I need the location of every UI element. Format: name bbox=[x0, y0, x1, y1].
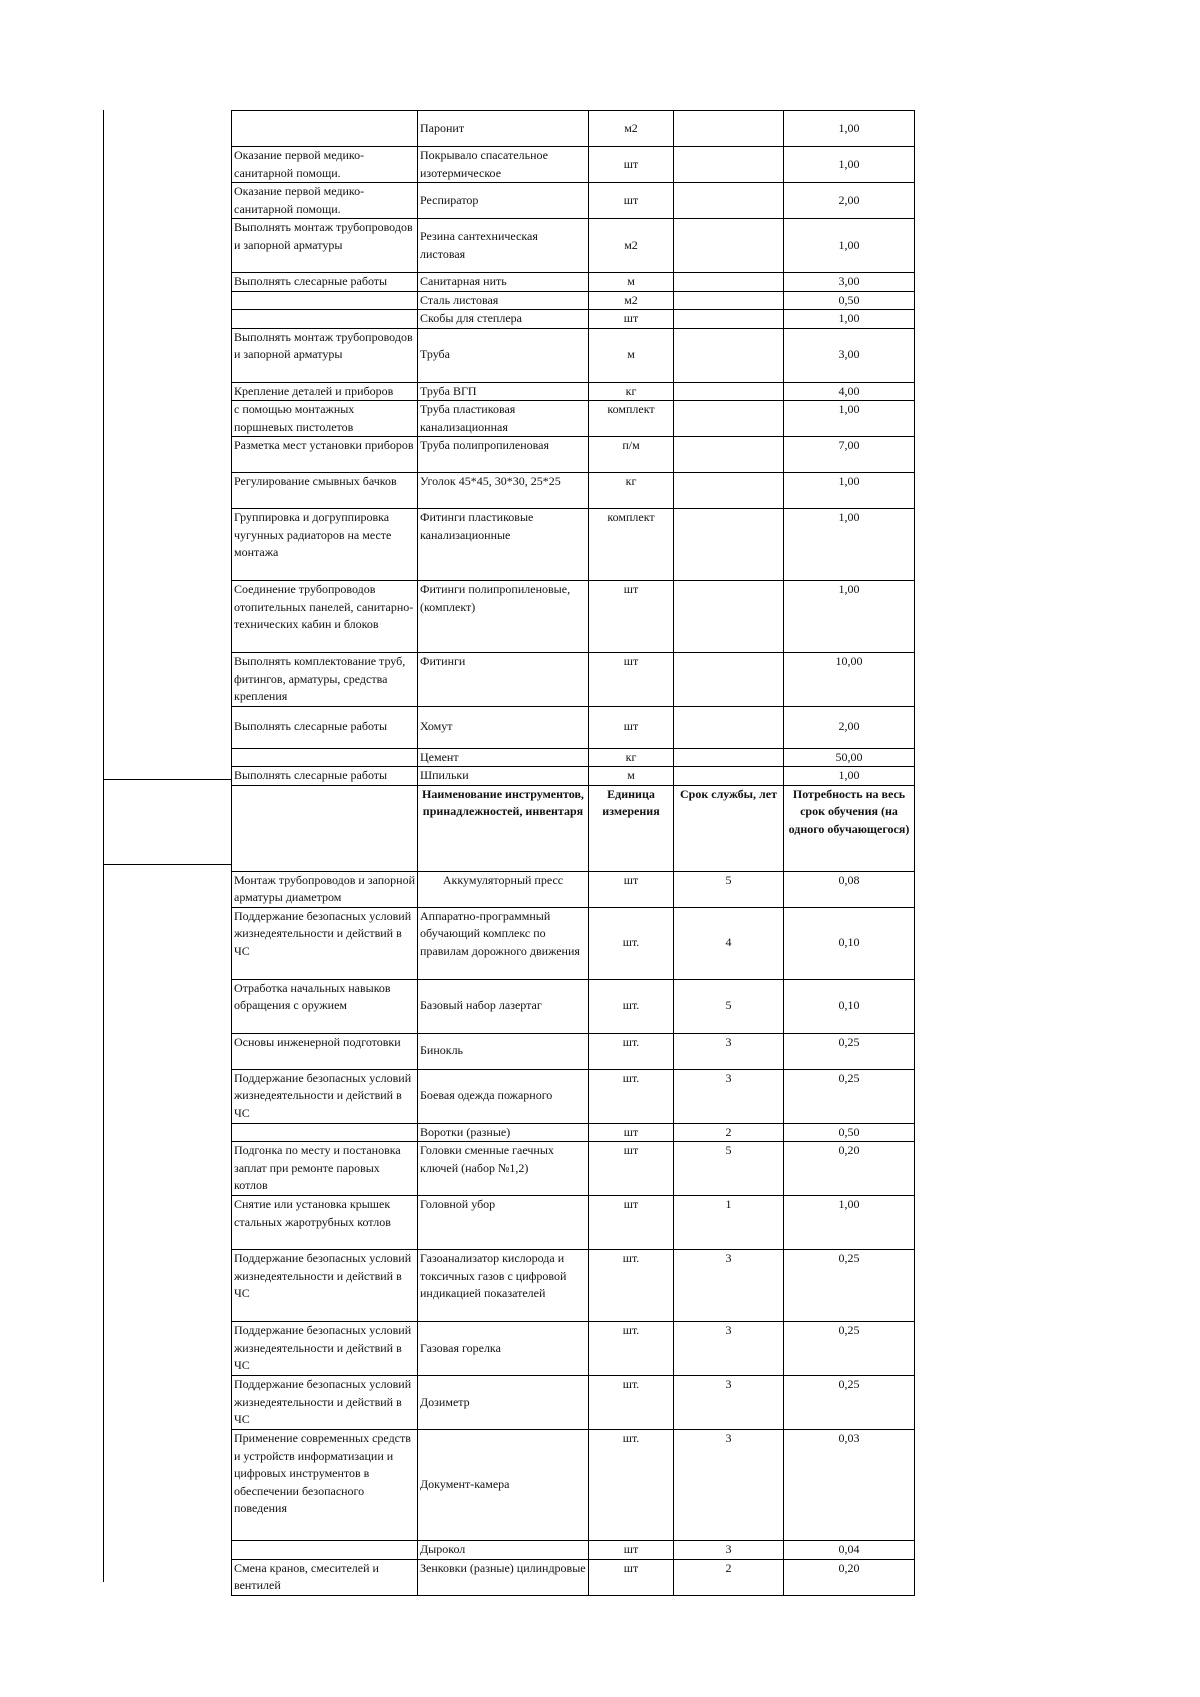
item-name-cell: Дырокол bbox=[418, 1541, 589, 1560]
work-cell bbox=[232, 291, 418, 310]
item-name-cell: Шпильки bbox=[418, 767, 589, 786]
work-cell: Оказание первой медико-санитарной помощи. bbox=[232, 183, 418, 219]
need-cell: 0,04 bbox=[784, 1541, 915, 1560]
service-life-cell bbox=[674, 706, 784, 748]
unit-cell: м bbox=[589, 767, 674, 786]
service-life-cell: 3 bbox=[674, 1430, 784, 1541]
service-life-cell bbox=[674, 473, 784, 509]
service-life-cell: 3 bbox=[674, 1033, 784, 1069]
need-cell: 1,00 bbox=[784, 473, 915, 509]
need-cell: 1,00 bbox=[784, 401, 915, 437]
service-life-cell: 5 bbox=[674, 871, 784, 907]
unit-cell: шт bbox=[589, 147, 674, 183]
table-row bbox=[232, 328, 915, 382]
table-row bbox=[232, 111, 915, 147]
work-cell: Поддержание безопасных условий жизнедеятельности и действий в ЧС bbox=[232, 1322, 418, 1376]
service-life-cell bbox=[674, 401, 784, 437]
table-row bbox=[232, 382, 915, 401]
need-cell: 1,00 bbox=[784, 219, 915, 273]
need-cell: 0,25 bbox=[784, 1033, 915, 1069]
work-cell: Смена кранов, смесителей и вентилей bbox=[232, 1559, 418, 1595]
unit-cell: шт. bbox=[589, 1033, 674, 1069]
item-name-cell: Газоанализатор кислорода и токсичных газов с цифровой индикацией показателей bbox=[418, 1250, 589, 1322]
unit-cell: м bbox=[589, 328, 674, 382]
service-life-cell: 3 bbox=[674, 1376, 784, 1430]
need-cell: 1,00 bbox=[784, 767, 915, 786]
need-cell: 50,00 bbox=[784, 748, 915, 767]
need-cell: 4,00 bbox=[784, 382, 915, 401]
item-name-cell: Сталь листовая bbox=[418, 291, 589, 310]
unit-cell: шт. bbox=[589, 1250, 674, 1322]
item-name-cell: Аппаратно-программный обучающий комплекс по правилам дорожного движения bbox=[418, 907, 589, 979]
work-cell: Поддержание безопасных условий жизнедеятельности и действий в ЧС bbox=[232, 1250, 418, 1322]
table-row bbox=[232, 183, 915, 219]
need-cell: 1,00 bbox=[784, 581, 915, 653]
unit-cell: кг bbox=[589, 473, 674, 509]
item-name-cell: Труба пластиковая канализационная bbox=[418, 401, 589, 437]
service-life-cell: 3 bbox=[674, 1322, 784, 1376]
work-cell: Отработка начальных навыков обращения с оружием bbox=[232, 979, 418, 1033]
table-row bbox=[232, 581, 915, 653]
need-cell: 1,00 bbox=[784, 310, 915, 329]
need-cell: 2,00 bbox=[784, 183, 915, 219]
service-life-cell bbox=[674, 310, 784, 329]
work-cell bbox=[232, 748, 418, 767]
item-name-cell: Воротки (разные) bbox=[418, 1123, 589, 1142]
work-cell: Соединение трубопроводов отопительных панелей, санитарно-технических кабин и блоков bbox=[232, 581, 418, 653]
need-cell: 10,00 bbox=[784, 653, 915, 707]
work-cell bbox=[232, 1123, 418, 1142]
work-cell: Выполнять слесарные работы bbox=[232, 273, 418, 292]
work-cell: Крепление деталей и приборов bbox=[232, 382, 418, 401]
table-row bbox=[232, 1376, 915, 1430]
need-cell: 2,00 bbox=[784, 706, 915, 748]
work-cell: Монтаж трубопроводов и запорной арматуры диаметром bbox=[232, 871, 418, 907]
service-life-cell: 4 bbox=[674, 907, 784, 979]
work-cell: Поддержание безопасных условий жизнедеятельности и действий в ЧС bbox=[232, 1376, 418, 1430]
service-life-cell: 3 bbox=[674, 1069, 784, 1123]
service-life-cell bbox=[674, 291, 784, 310]
service-life-cell bbox=[674, 748, 784, 767]
item-name-cell: Скобы для степлера bbox=[418, 310, 589, 329]
work-cell: Регулирование смывных бачков bbox=[232, 473, 418, 509]
table-row bbox=[232, 706, 915, 748]
service-life-cell bbox=[674, 767, 784, 786]
need-cell: 1,00 bbox=[784, 111, 915, 147]
unit-cell: шт bbox=[589, 871, 674, 907]
service-life-cell bbox=[674, 273, 784, 292]
work-cell bbox=[232, 111, 418, 147]
table-row bbox=[232, 767, 915, 786]
table-row bbox=[232, 1430, 915, 1541]
unit-cell: шт. bbox=[589, 1322, 674, 1376]
header-name-cell: Наименование инструментов, принадлежностей, инвентаря bbox=[418, 785, 589, 871]
table-row bbox=[232, 273, 915, 292]
item-name-cell: Базовый набор лазертаг bbox=[418, 979, 589, 1033]
unit-cell: шт bbox=[589, 581, 674, 653]
unit-cell: шт. bbox=[589, 979, 674, 1033]
need-cell: 0,50 bbox=[784, 1123, 915, 1142]
unit-cell: шт bbox=[589, 1142, 674, 1196]
table-row bbox=[232, 1142, 915, 1196]
item-name-cell: Зенковки (разные) цилиндровые bbox=[418, 1559, 589, 1595]
need-cell: 0,10 bbox=[784, 907, 915, 979]
unit-cell: шт bbox=[589, 1196, 674, 1250]
unit-cell: шт bbox=[589, 1541, 674, 1560]
table-row bbox=[232, 1322, 915, 1376]
work-cell: Подгонка по месту и постановка заплат при ремонте паровых котлов bbox=[232, 1142, 418, 1196]
left-margin-tick bbox=[103, 779, 232, 780]
unit-cell: п/м bbox=[589, 437, 674, 473]
table-row bbox=[232, 219, 915, 273]
need-cell: 0,20 bbox=[784, 1142, 915, 1196]
unit-cell: м2 bbox=[589, 291, 674, 310]
need-cell: 0,25 bbox=[784, 1250, 915, 1322]
table-row bbox=[232, 907, 915, 979]
need-cell: 1,00 bbox=[784, 147, 915, 183]
table-row bbox=[232, 1123, 915, 1142]
work-cell: Снятие или установка крышек стальных жаротрубных котлов bbox=[232, 1196, 418, 1250]
left-margin-rule bbox=[103, 110, 104, 1582]
need-cell: 0,20 bbox=[784, 1559, 915, 1595]
service-life-cell: 5 bbox=[674, 979, 784, 1033]
need-cell: 0,50 bbox=[784, 291, 915, 310]
header-life-cell: Срок службы, лет bbox=[674, 785, 784, 871]
table-row bbox=[232, 1196, 915, 1250]
table-row bbox=[232, 1069, 915, 1123]
table-row bbox=[232, 979, 915, 1033]
table-row bbox=[232, 1541, 915, 1560]
table-row bbox=[232, 1250, 915, 1322]
unit-cell: шт bbox=[589, 1123, 674, 1142]
unit-cell: шт bbox=[589, 706, 674, 748]
unit-cell: шт. bbox=[589, 1430, 674, 1541]
need-cell: 1,00 bbox=[784, 1196, 915, 1250]
left-margin-tick bbox=[103, 864, 232, 865]
work-cell: Основы инженерной подготовки bbox=[232, 1033, 418, 1069]
header-work-cell bbox=[232, 785, 418, 871]
need-cell: 3,00 bbox=[784, 328, 915, 382]
unit-cell: шт bbox=[589, 310, 674, 329]
item-name-cell: Бинокль bbox=[418, 1033, 589, 1069]
item-name-cell: Дозиметр bbox=[418, 1376, 589, 1430]
unit-cell: шт. bbox=[589, 1376, 674, 1430]
unit-cell: м2 bbox=[589, 219, 674, 273]
item-name-cell: Газовая горелка bbox=[418, 1322, 589, 1376]
work-cell bbox=[232, 310, 418, 329]
item-name-cell: Боевая одежда пожарного bbox=[418, 1069, 589, 1123]
need-cell: 0,25 bbox=[784, 1069, 915, 1123]
work-cell: Выполнять монтаж трубопроводов и запорной арматуры bbox=[232, 219, 418, 273]
item-name-cell: Аккумуляторный пресс bbox=[418, 871, 589, 907]
service-life-cell bbox=[674, 382, 784, 401]
service-life-cell: 3 bbox=[674, 1250, 784, 1322]
unit-cell: шт bbox=[589, 1559, 674, 1595]
item-name-cell: Фитинги полипропиленовые, (комплект) bbox=[418, 581, 589, 653]
item-name-cell: Труба полипропиленовая bbox=[418, 437, 589, 473]
table-row bbox=[232, 871, 915, 907]
work-cell: с помощью монтажных поршневых пистолетов bbox=[232, 401, 418, 437]
table-row bbox=[232, 509, 915, 581]
table-row bbox=[232, 437, 915, 473]
service-life-cell: 2 bbox=[674, 1559, 784, 1595]
item-name-cell: Труба bbox=[418, 328, 589, 382]
unit-cell: кг bbox=[589, 382, 674, 401]
unit-cell: шт. bbox=[589, 1069, 674, 1123]
table-row bbox=[232, 310, 915, 329]
unit-cell: шт. bbox=[589, 907, 674, 979]
work-cell: Поддержание безопасных условий жизнедеятельности и действий в ЧС bbox=[232, 1069, 418, 1123]
work-cell: Выполнять слесарные работы bbox=[232, 767, 418, 786]
work-cell: Применение современных средств и устройств информатизации и цифровых инструментов в обеспечении безопасного поведения bbox=[232, 1430, 418, 1541]
need-cell: 0,25 bbox=[784, 1322, 915, 1376]
unit-cell: кг bbox=[589, 748, 674, 767]
service-life-cell bbox=[674, 111, 784, 147]
item-name-cell: Хомут bbox=[418, 706, 589, 748]
table-row bbox=[232, 1033, 915, 1069]
item-name-cell: Документ-камера bbox=[418, 1430, 589, 1541]
header-need-cell: Потребность на весь срок обучения (на одного обучающегося) bbox=[784, 785, 915, 871]
item-name-cell: Фитинги bbox=[418, 653, 589, 707]
unit-cell: комплект bbox=[589, 401, 674, 437]
item-name-cell: Труба ВГП bbox=[418, 382, 589, 401]
item-name-cell: Головки сменные гаечных ключей (набор №1,2) bbox=[418, 1142, 589, 1196]
need-cell: 0,25 bbox=[784, 1376, 915, 1430]
item-name-cell: Паронит bbox=[418, 111, 589, 147]
need-cell: 7,00 bbox=[784, 437, 915, 473]
service-life-cell bbox=[674, 183, 784, 219]
service-life-cell bbox=[674, 219, 784, 273]
item-name-cell: Покрывало спасательное изотермическое bbox=[418, 147, 589, 183]
table-header-row bbox=[232, 785, 915, 871]
work-cell bbox=[232, 1541, 418, 1560]
service-life-cell: 2 bbox=[674, 1123, 784, 1142]
service-life-cell bbox=[674, 581, 784, 653]
service-life-cell: 5 bbox=[674, 1142, 784, 1196]
table-row bbox=[232, 401, 915, 437]
unit-cell: м2 bbox=[589, 111, 674, 147]
service-life-cell bbox=[674, 437, 784, 473]
work-cell: Поддержание безопасных условий жизнедеятельности и действий в ЧС bbox=[232, 907, 418, 979]
table-row bbox=[232, 1559, 915, 1595]
unit-cell: шт bbox=[589, 653, 674, 707]
table-row bbox=[232, 473, 915, 509]
table-row bbox=[232, 147, 915, 183]
work-cell: Выполнять слесарные работы bbox=[232, 706, 418, 748]
item-name-cell: Уголок 45*45, 30*30, 25*25 bbox=[418, 473, 589, 509]
work-cell: Разметка мест установки приборов bbox=[232, 437, 418, 473]
work-cell: Группировка и догруппировка чугунных радиаторов на месте монтажа bbox=[232, 509, 418, 581]
service-life-cell bbox=[674, 147, 784, 183]
need-cell: 0,03 bbox=[784, 1430, 915, 1541]
table-row bbox=[232, 748, 915, 767]
unit-cell: шт bbox=[589, 183, 674, 219]
item-name-cell: Резина сантехническая листовая bbox=[418, 219, 589, 273]
item-name-cell: Головной убор bbox=[418, 1196, 589, 1250]
need-cell: 3,00 bbox=[784, 273, 915, 292]
equipment-table bbox=[231, 110, 915, 1596]
work-cell: Оказание первой медико-санитарной помощи. bbox=[232, 147, 418, 183]
item-name-cell: Респиратор bbox=[418, 183, 589, 219]
table-row bbox=[232, 653, 915, 707]
service-life-cell: 3 bbox=[674, 1541, 784, 1560]
item-name-cell: Цемент bbox=[418, 748, 589, 767]
service-life-cell bbox=[674, 653, 784, 707]
item-name-cell: Санитарная нить bbox=[418, 273, 589, 292]
unit-cell: комплект bbox=[589, 509, 674, 581]
need-cell: 1,00 bbox=[784, 509, 915, 581]
header-unit-cell: Единица измерения bbox=[589, 785, 674, 871]
need-cell: 0,08 bbox=[784, 871, 915, 907]
item-name-cell: Фитинги пластиковые канализационные bbox=[418, 509, 589, 581]
unit-cell: м bbox=[589, 273, 674, 292]
service-life-cell bbox=[674, 328, 784, 382]
work-cell: Выполнять комплектование труб, фитингов, арматуры, средства крепления bbox=[232, 653, 418, 707]
need-cell: 0,10 bbox=[784, 979, 915, 1033]
work-cell: Выполнять монтаж трубопроводов и запорной арматуры bbox=[232, 328, 418, 382]
service-life-cell bbox=[674, 509, 784, 581]
table-row bbox=[232, 291, 915, 310]
service-life-cell: 1 bbox=[674, 1196, 784, 1250]
